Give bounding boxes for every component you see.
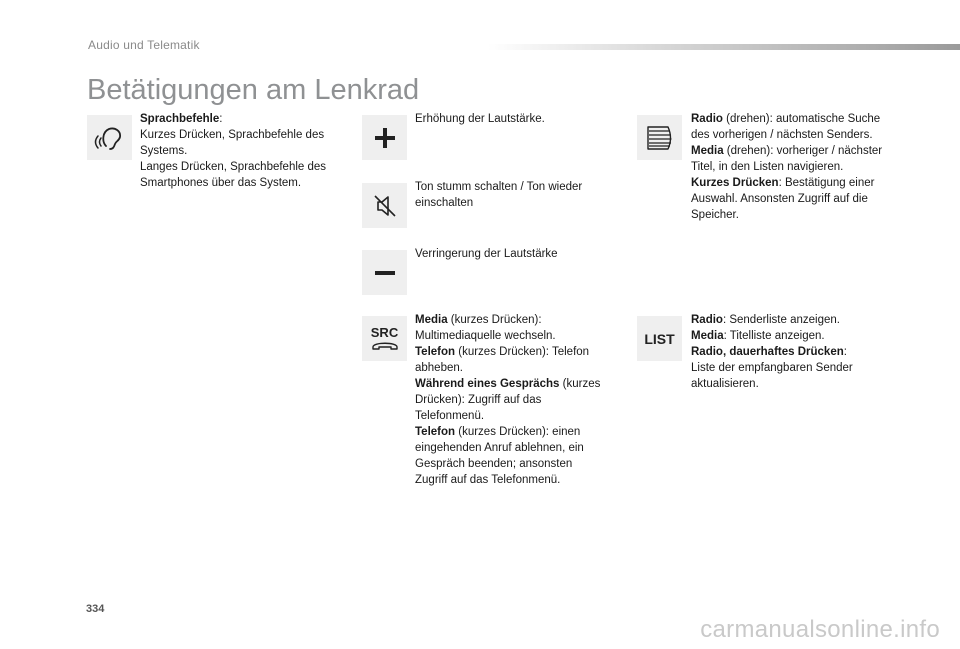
src-media-term: Media — [415, 314, 448, 326]
section-header: Audio und Telematik — [88, 38, 200, 52]
thumbwheel-description — [691, 111, 901, 223]
volume-up-description: Erhöhung der Lautstärke. — [415, 113, 545, 125]
voice-colon: : — [219, 113, 223, 125]
list-media-text: : Titelliste anzeigen. — [723, 330, 825, 342]
list-radio-text: : Senderliste anzeigen. — [722, 314, 840, 326]
phone-handset-icon — [370, 339, 400, 351]
thumbwheel-icon — [637, 115, 682, 160]
list-radio-term: Radio — [691, 314, 723, 326]
page-title: Betätigungen am Lenkrad — [87, 74, 420, 106]
list-icon — [637, 316, 682, 361]
wheel-radio-text: (drehen): automatische Suche des vorherigen / nächsten Senders. — [691, 113, 881, 141]
mute-description: Ton stumm schalten / Ton wieder einschalten — [415, 181, 583, 209]
src-description — [415, 312, 605, 488]
list-long-press-term: Radio, dauerhaftes Drücken — [691, 346, 844, 358]
wheel-media-text: (drehen): vorheriger / nächster Titel, in den Listen navigieren. — [691, 145, 883, 173]
voice-term: Sprachbefehle — [140, 113, 220, 125]
watermark: carmanualsonline.info — [700, 616, 940, 643]
plus-icon — [362, 115, 407, 160]
src-telefon-text: (kurzes Drücken): Telefon abheben. — [415, 346, 590, 374]
mute-icon — [362, 183, 407, 228]
voice-command-icon — [87, 115, 132, 160]
list-long-press-text: Liste der empfangbaren Sender aktualisieren. — [691, 362, 853, 390]
src-telefon2-term: Telefon — [415, 426, 456, 438]
minus-icon — [362, 250, 407, 295]
list-media-term: Media — [691, 330, 724, 342]
src-phone-icon — [362, 316, 407, 361]
wheel-media-term: Media — [691, 145, 724, 157]
wheel-press-term: Kurzes Drücken — [691, 177, 779, 189]
list-label: LIST — [644, 330, 675, 347]
src-media-text: (kurzes Drücken): Multimediaquelle wechseln. — [415, 314, 556, 342]
src-call-term: Während eines Gesprächs — [415, 378, 560, 390]
src-label: SRC — [370, 325, 399, 340]
header-bar — [488, 44, 960, 50]
src-telefon2-text: (kurzes Drücken): einen eingehenden Anruf ablehnen, ein Gespräch beenden; ansonsten Zugriff auf das Telefonmenü. — [415, 426, 584, 486]
wheel-radio-term: Radio — [691, 113, 723, 125]
voice-short-press: Kurzes Drücken, Sprachbefehle des Systems. — [140, 129, 325, 157]
src-telefon-term: Telefon — [415, 346, 456, 358]
wheel-press-text: : Bestätigung einer Auswahl. Ansonsten Zugriff auf die Speicher. — [691, 177, 875, 221]
list-description — [691, 312, 891, 392]
list-long-press-colon: : — [843, 346, 847, 358]
voice-long-press: Langes Drücken, Sprachbefehle des Smartphones über das System. — [140, 161, 327, 189]
voice-command-description — [140, 111, 340, 191]
src-call-text: (kurzes Drücken): Zugriff auf das Telefonmenü. — [415, 378, 601, 422]
page-number: 334 — [86, 603, 105, 615]
volume-down-description: Verringerung der Lautstärke — [415, 248, 558, 260]
